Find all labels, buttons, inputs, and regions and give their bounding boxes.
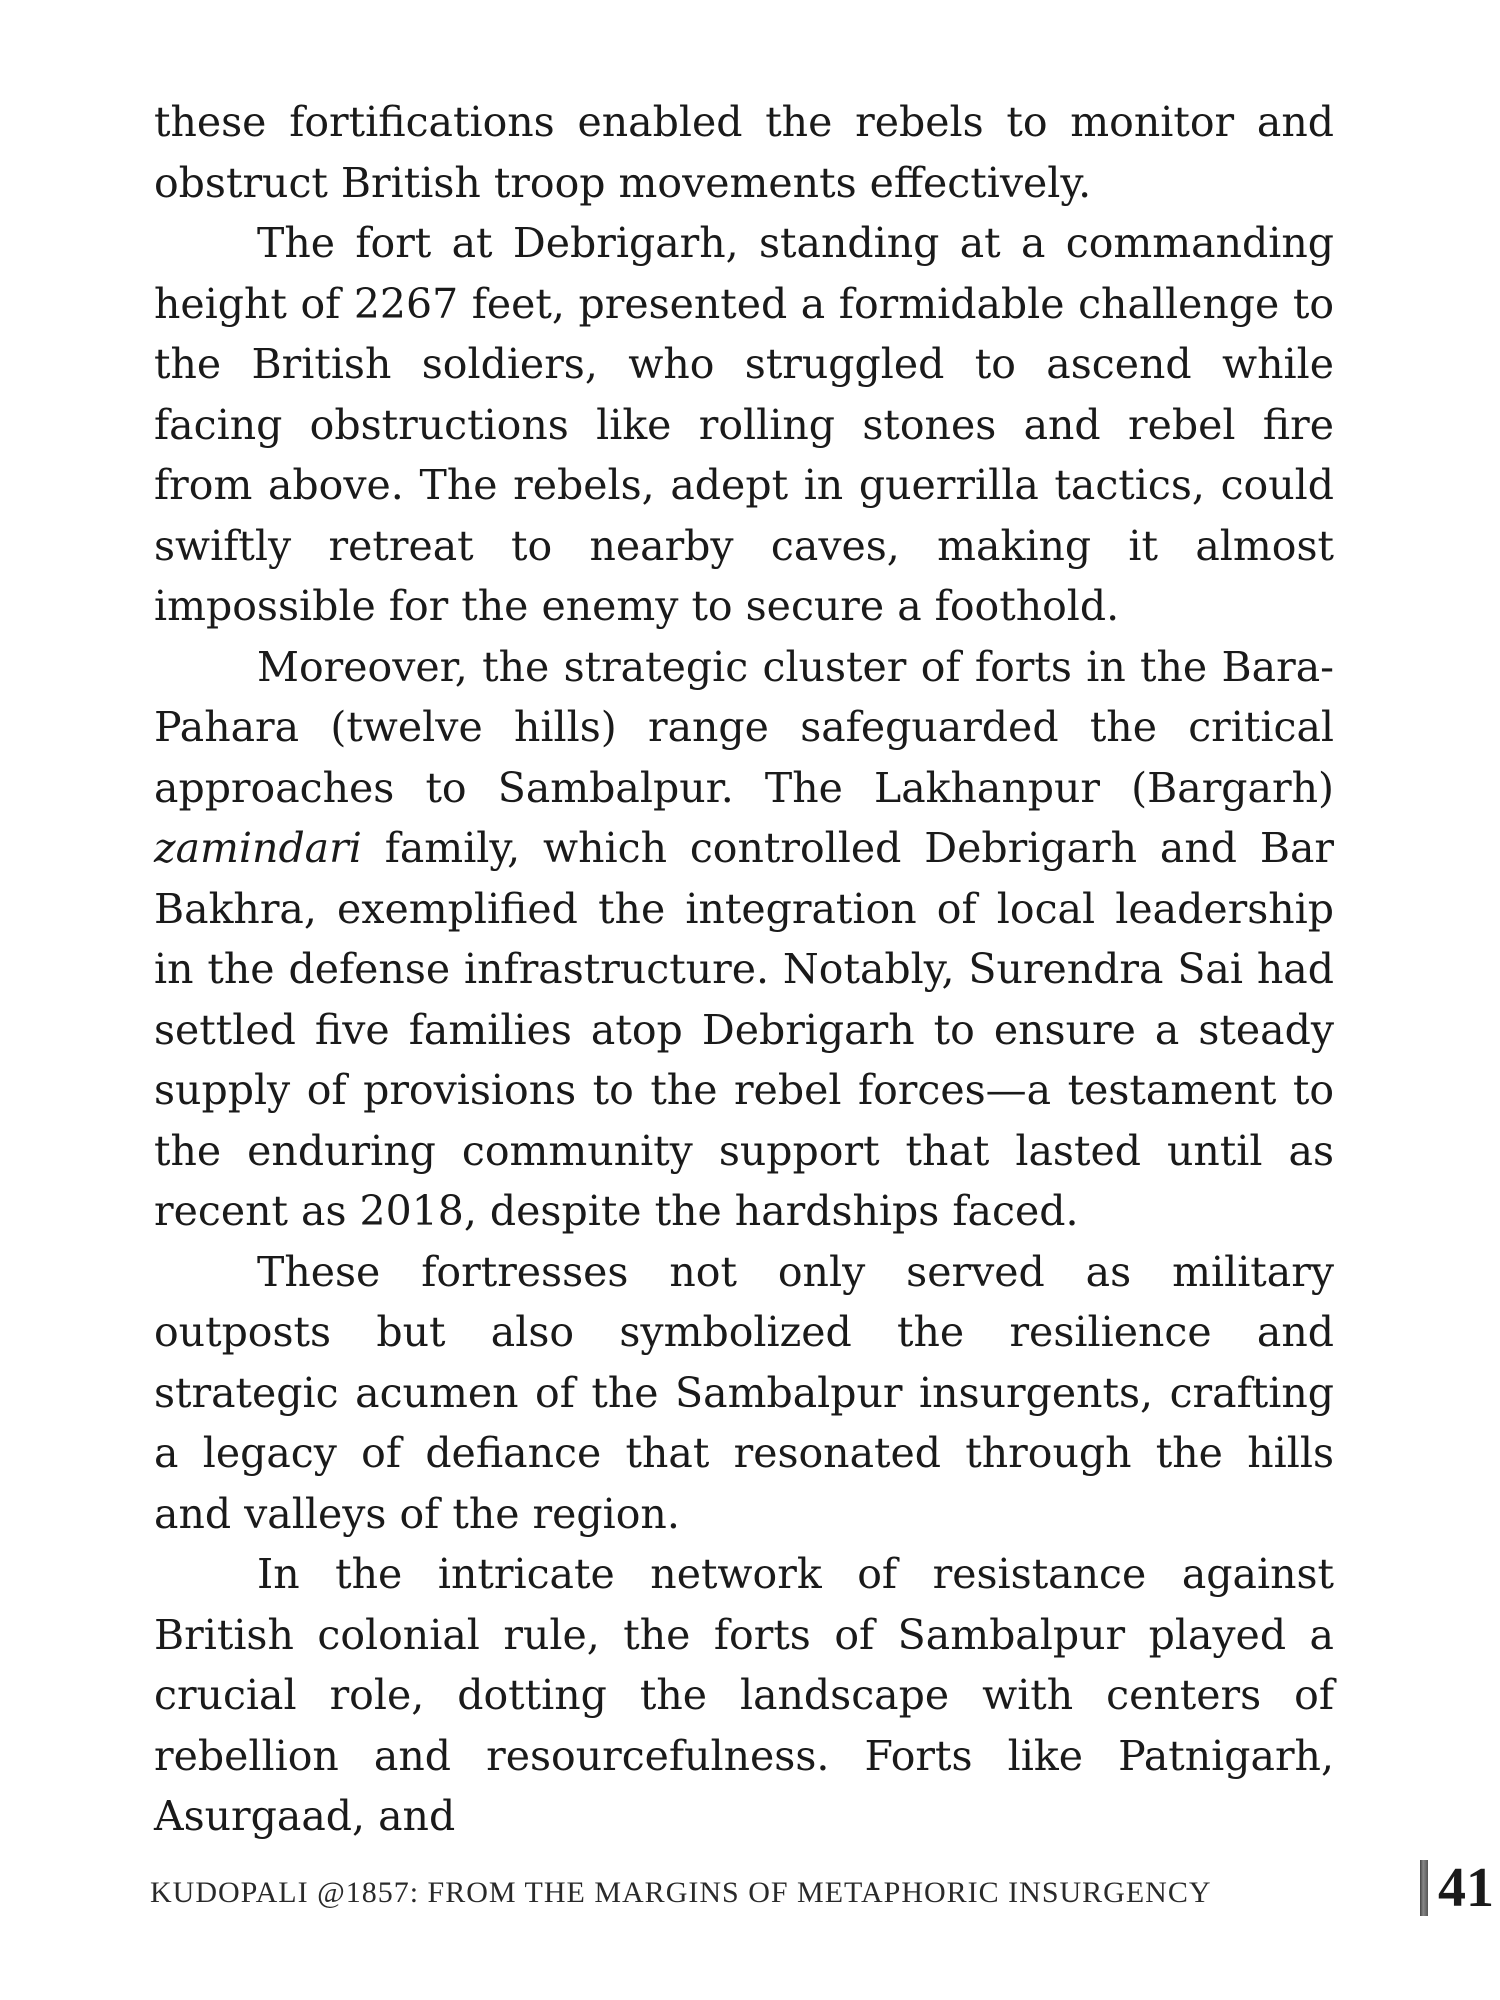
paragraph-network: In the intricate network of resistance against British colonial rule, the forts of Sambalpur played a crucial role, dotting the landscape with centers of rebellion and resourcefulness. Forts like Patnigarh, Asurgaad, and [154,1550,1334,1840]
paragraph-text: Moreover, the strategic cluster of forts in the Bara-Pahara (twelve hills) range safeguarded the critical approaches to Sambalpur. The Lakhanpur (Bargarh) [154,642,1334,812]
body-text [154,92,1334,1847]
page-footer [150,1856,1494,1926]
paragraph-fortresses: These fortresses not only served as military outposts but also symbolized the resilience and strategic acumen of the Sambalpur insurgents, crafting a legacy of defiance that resonated through the hills and valleys of the region. [154,1247,1334,1538]
paragraph-bara-pahara [154,637,1334,1242]
page-number-divider [1420,1860,1428,1916]
italic-term: zamindari [154,824,362,872]
running-head: KUDOPALI @1857: FROM THE MARGINS OF METAPHORIC INSURGENCY [150,1876,1212,1909]
paragraph-debrigarh-fort: The fort at Debrigarh, standing at a commanding height of 2267 feet, presented a formidable challenge to the British soldiers, who struggled to ascend while facing obstructions like rolling stones and rebel fire from above. The rebels, adept in guerrilla tactics, could swiftly retreat to nearby caves, making it almost impossible for the enemy to secure a foothold. [154,219,1334,630]
paragraph-text: family, which controlled Debrigarh and Bar Bakhra, exemplified the integration of local leadership in the defense infrastructure. Notably, Surendra Sai had settled five families atop Debrigarh to ensure a steady supply of provisions to the rebel forces—a testament to the enduring community support that lasted until as recent as 2018, despite the hardships faced. [154,824,1334,1235]
page-number: 41 [1438,1857,1494,1919]
paragraph-continued: these fortifications enabled the rebels to monitor and obstruct British troop movements effectively. [154,98,1334,207]
